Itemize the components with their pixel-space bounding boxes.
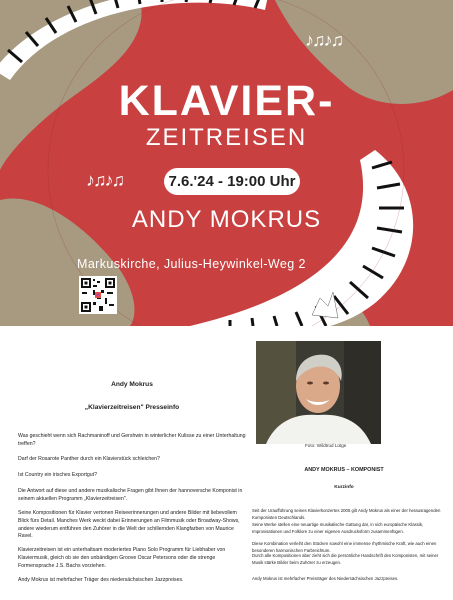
- composer-paragraph: Seit der Uraufführung seines Klavierkonzertes 2005 gilt Andy Mokrus als einer der herausragenden Komponisten Deutschlands.: [252, 508, 441, 520]
- press-paragraph: Klavierzeitreisen ist ein unterhaltsam moderiertes Piano Solo Programm für Liebhaber von Klaviermusik, gleich ob sie den unbändigen Groove Oscar Petersons oder die strenge Formensprache J.S. Bachs vorziehen.: [18, 547, 226, 569]
- venue-address: Markuskirche, Julius-Heywinkel-Weg 2: [77, 257, 306, 271]
- press-info-artist-heading: Andy Mokrus: [111, 381, 153, 388]
- press-paragraph: Darf der Rosarote Panther durch ein Klavierstück schleichen?: [18, 456, 160, 462]
- composer-paragraph: Seine Werke stellen eine neuartige musikalische Gattung dar, in sich europäische Klassik, Improvisationen und Folklore zu einer eigenen Ausdrucksform zusammenfügen.: [252, 522, 424, 534]
- press-paragraph: Was geschieht wenn sich Rachmaninoff und Gershwin in winterlicher Kulisse zu einer Unterhaltung treffen?: [18, 433, 246, 447]
- music-notes-icon: ♪♫♪♫: [305, 30, 342, 50]
- artist-name: ANDY MOKRUS: [131, 206, 322, 233]
- composer-paragraph: Andy Mokrus ist mehrfacher Preisträger des Niedersächsischen Jazzpreises.: [252, 576, 399, 581]
- composer-heading: ANDY MOKRUS – KOMPONIST: [304, 467, 384, 473]
- photo-credit: Foto: Wildtrud Lütge: [305, 443, 347, 448]
- artist-photo: [256, 341, 381, 444]
- poster-title: KLAVIER-: [118, 77, 335, 125]
- composer-paragraph: Diese Kombination verleiht den Stücken sowohl eine immense rhythmische Kraft, wie auch einen besonderen harmonischen Farbreichtum.: [252, 541, 437, 553]
- press-paragraph: Ist Country ein irisches Exportgut?: [18, 472, 98, 478]
- press-info-title: „Klavierzeitreisen" Presseinfo: [84, 404, 180, 411]
- composer-paragraph: Durch alle Kompositionen aber zieht sich die persönliche Handschrift des Komponisten, mit seiner Musik stärke Bilder beim Zuhörer zu erzeugen.: [252, 553, 439, 565]
- poster-subtitle: ZEITREISEN: [145, 124, 308, 151]
- press-paragraph: Seine Kompositionen für Klavier vertonen Reiseerinnerungen und andere Bilder mit liebevollem Blick fürs Detail. Manches Werk weckt dabei Erinnerungen an Filmmusik oder Broadway-Shows, andere wiederum entführen den Zuhörer in die Welt der schillernden Klangfarben von Maurice Ravel.: [18, 510, 240, 540]
- press-paragraph: Andy Mokrus ist mehrfacher Träger des niedersächsischen Jazzpreises.: [18, 577, 184, 583]
- press-paragraph: Die Antwort auf diese und andere musikalische Fragen gibt Ihnen der hannoversche Komponist in seinem aktuellen Programm „Klavierzeitreisen".: [18, 488, 243, 502]
- music-notes-icon: ♪♫♪♫: [86, 170, 123, 190]
- event-date-badge: 7.6.'24 - 19:00 Uhr: [164, 168, 300, 195]
- qr-code-icon[interactable]: [79, 276, 117, 314]
- composer-subheading: Kurzinfo: [334, 485, 354, 490]
